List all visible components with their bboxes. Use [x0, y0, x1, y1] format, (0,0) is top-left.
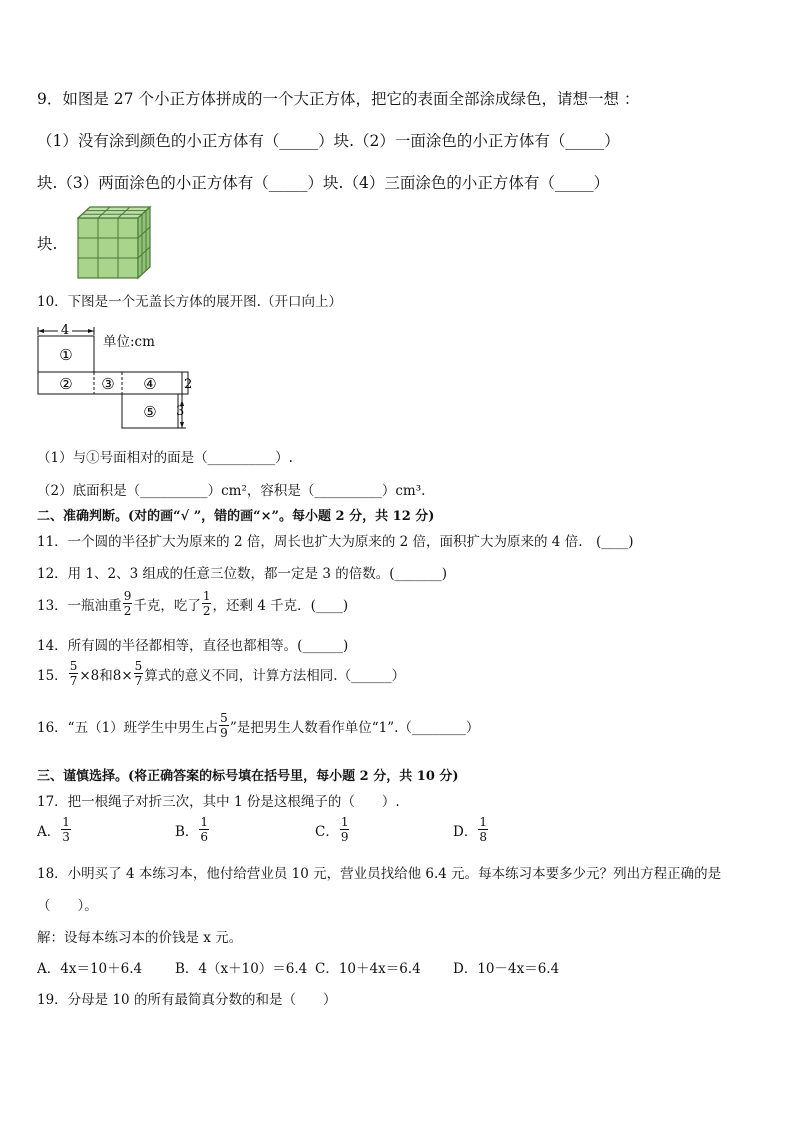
q16 [37, 712, 479, 739]
q18-option-a: A．4x＝10＋6.4 [37, 961, 143, 977]
q17-option-c [315, 816, 350, 843]
q15-fraction-1 [69, 660, 79, 687]
q18-option-c: C．10＋4x＝6.4 [315, 961, 421, 977]
frac-den: 2 [202, 604, 211, 618]
cube-right-face [138, 207, 150, 278]
frac-num: 5 [69, 659, 78, 673]
cube-front-face [78, 218, 138, 278]
q9-line4: 块. [37, 235, 58, 253]
frac-den: 3 [62, 830, 70, 844]
unit-label: 单位:cm [103, 334, 155, 350]
q18-line2: （ ）。 [37, 898, 98, 914]
face-2: ② [59, 375, 73, 393]
q13 [37, 590, 348, 617]
q17-option-a [37, 816, 72, 843]
option-fraction [199, 816, 209, 843]
face-1: ① [59, 346, 73, 364]
q10-intro: 10．下图是一个无盖长方体的展开图.（开口向上） [37, 294, 342, 310]
q18-option-d: D．10－4x＝6.4 [453, 961, 560, 977]
frac-num: 5 [134, 659, 143, 673]
frac-num: 5 [220, 711, 228, 725]
q13-text-c: ，还剩 4 千克．(____) [212, 597, 349, 614]
section2-title: 二、准确判断。(对的画“√ ”，错的画“×”。每小题 2 分，共 12 分) [37, 509, 435, 524]
q13-text-b: 千克，吃了 [133, 597, 201, 614]
frac-den: 7 [69, 674, 78, 688]
option-label: C． [315, 823, 339, 840]
face-3: ③ [101, 375, 115, 393]
frac-num: 1 [62, 815, 70, 829]
section3-title: 三、谨慎选择。(将正确答案的标号填在括号里，每小题 2 分，共 10 分) [37, 769, 459, 784]
q18-option-b: B．4（x＋10）＝6.4 [175, 961, 308, 977]
face-5: ⑤ [143, 403, 157, 421]
q16-fraction [219, 712, 229, 739]
frac-num: 9 [123, 589, 132, 603]
q10-sub1: （1）与①号面相对的面是（__________）. [37, 450, 293, 466]
q12: 12．用 1、2、3 组成的任意三位数，都一定是 3 的倍数。(_______) [37, 566, 447, 582]
option-label: D． [453, 823, 478, 840]
frac-num: 1 [200, 815, 209, 829]
q15-text-c: 算式的意义不同，计算方法相同.（______） [144, 667, 406, 684]
q18-solve: 解：设每本练习本的价钱是 x 元。 [37, 930, 243, 946]
q15-text-a: 15． [37, 667, 68, 684]
dim-top-label: 4 [60, 323, 70, 338]
frac-den: 2 [123, 604, 132, 618]
q15-text-b: ×8和8× [79, 667, 133, 684]
frac-num: 1 [340, 815, 349, 829]
option-fraction [340, 816, 350, 843]
frac-den: 8 [479, 830, 487, 844]
q13-text-a: 13．一瓶油重 [37, 597, 122, 614]
q17-option-b [175, 816, 210, 843]
q11: 11．一个圆的半径扩大为原来的 2 倍，周长也扩大为原来的 2 倍，面积扩大为原来的 4 倍. (____) [37, 534, 634, 550]
frac-num: 1 [479, 815, 487, 829]
frac-den: 7 [134, 674, 143, 688]
q9-line1: 9．如图是 27 个小正方体拼成的一个大正方体，把它的表面全部涂成绿色，请想一想 ： [37, 90, 640, 108]
q19: 19．分母是 10 的所有最简真分数的和是（ ） [37, 992, 337, 1008]
q10-sub2: （2）底面积是（__________）cm²，容积是（__________）cm³. [37, 483, 426, 499]
frac-den: 9 [340, 830, 349, 844]
q14: 14．所有圆的半径都相等，直径也都相等。(______) [37, 638, 349, 654]
option-fraction [478, 816, 488, 843]
q18-line1: 18．小明买了 4 本练习本，他付给营业员 10 元，营业员找给他 6.4 元。每本练习本要多少元？列出方程正确的是 [37, 866, 722, 882]
q15-fraction-2 [134, 660, 144, 687]
option-fraction [61, 816, 71, 843]
q9-line3: 块.（3）两面涂色的小正方体有（_____）块.（4）三面涂色的小正方体有（_____） [37, 174, 610, 192]
face-4: ④ [143, 375, 157, 393]
q9-line2: （1）没有涂到颜色的小正方体有（_____）块.（2）一面涂色的小正方体有（_____） [37, 132, 620, 150]
q16-text-a: 16．“五（1）班学生中男生占 [37, 719, 219, 736]
q17-option-d [453, 816, 489, 843]
q13-fraction-1 [123, 590, 133, 617]
cube-figure [77, 206, 157, 280]
frac-den: 6 [200, 830, 209, 844]
q13-fraction-2 [202, 590, 212, 617]
q17: 17．把一根绳子对折三次，其中 1 份是这根绳子的（ ）. [37, 794, 400, 810]
option-label: A． [37, 823, 61, 840]
frac-num: 1 [202, 589, 211, 603]
dim-right-lower: 3 [176, 404, 185, 419]
q15 [37, 660, 405, 687]
frac-den: 9 [220, 726, 228, 740]
dim-right-upper: 2 [184, 377, 193, 392]
option-label: B． [175, 823, 199, 840]
q16-text-b: ”是把男生人数看作单位“1”.（________） [229, 719, 480, 736]
